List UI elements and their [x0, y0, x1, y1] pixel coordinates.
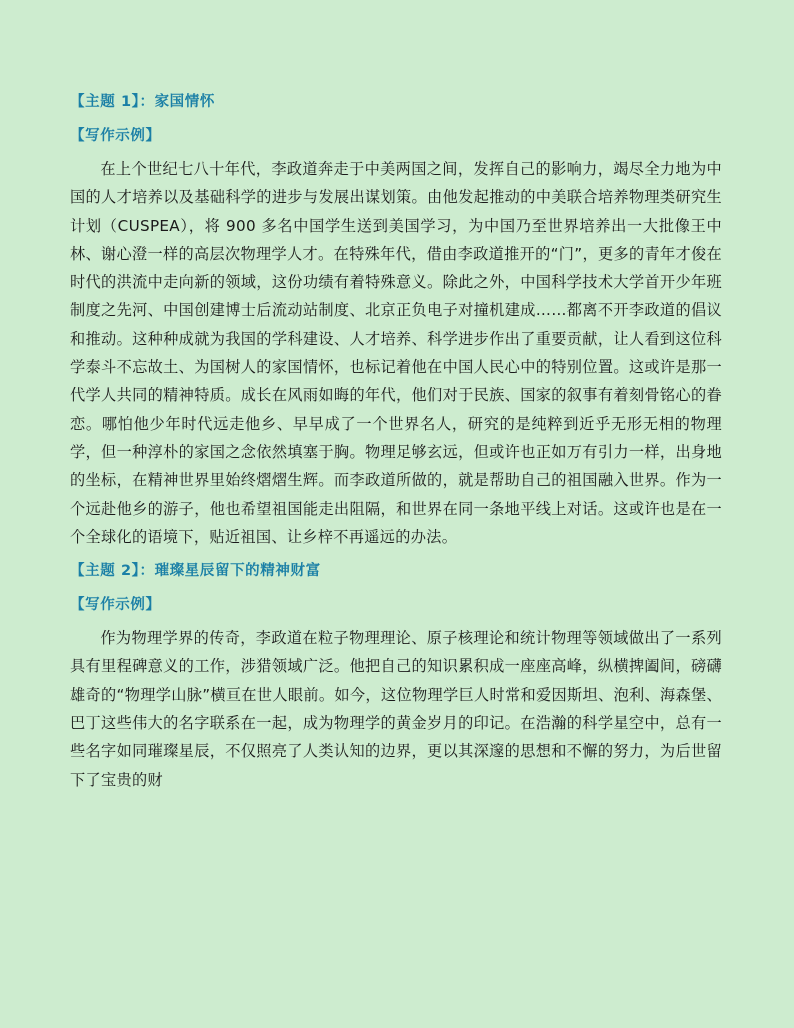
writing-example-label-1: 【写作示例】 — [70, 128, 161, 144]
topic-2-heading: 【主题 2】：璀璨星辰留下的精神财富 — [70, 563, 321, 580]
topic-1-heading: 【主题 1】：家国情怀 — [70, 94, 215, 110]
example-paragraph-1: 在上个世纪七八十年代，李政道奔走于中美两国之间，发挥自己的影响力，竭尽全力地为中国的人才培养以及基础科学的进步与发展出谋划策。由他发起推动的中美联合培养物理类研究生计划（CUSPEA），将 900 多名中国学生送到美国学习，为中国乃至世界培养出一大批像王中林、谢心澄一样的高层次物理学人才。在特殊年代，借由李政道推开的“门”，更多的青年才俊在时代的洪流中走向新的领域，这份功绩有着特殊意义。除此之外，中国科学技术大学首开少年班制度之先河、中国创建博士后流动站制度、北京正负电子对撞机建成……都离不开李政道的倡议和推动。这种种成就为我国的学科建设、人才培养、科学进步作出了重要贡献，让人看到这位科学泰斗不忘故土、为国树人的家国情怀，也标记着他在中国人民心中的特别位置。这或许是那一代学人共同的精神特质。成长在风雨如晦的年代，他们对于民族、国家的叙事有着刻骨铭心的眷恋。哪怕他少年时代远走他乡、早早成了一个世界名人，研究的是纯粹到近乎无形无相的物理学，但一种淳朴的家国之念依然填塞于胸。物理足够玄远，但或许也正如万有引力一样，出身地的坐标，在精神世界里始终熠熠生辉。而李政道所做的，就是帮助自己的祖国融入世界。作为一个远赴他乡的游子，他也希望祖国能走出阻隔，和世界在同一条地平线上对话。这或许也是在一个全球化的语境下，贴近祖国、让乡梓不再遥远的办法。 — [70, 160, 722, 546]
section-topic-2 — [70, 561, 722, 794]
example-paragraph-2: 作为物理学界的传奇，李政道在粒子物理理论、原子核理论和统计物理等领域做出了一系列具有里程碑意义的工作，涉猎领域广泛。他把自己的知识累积成一座座高峰，纵横捭阖间，磅礴雄奇的“物理学山脉”横亘在世人眼前。如今，这位物理学巨人时常和爱因斯坦、泡利、海森堡、巴丁这些伟大的名字联系在一起，成为物理学的黄金岁月的印记。在浩瀚的科学星空中，总有一些名字如同璀璨星辰，不仅照亮了人类认知的边界，更以其深邃的思想和不懈的努力，为后世留下了宝贵的财 — [70, 629, 722, 789]
writing-example-label-2: 【写作示例】 — [70, 597, 161, 614]
section-topic-1 — [70, 92, 722, 551]
